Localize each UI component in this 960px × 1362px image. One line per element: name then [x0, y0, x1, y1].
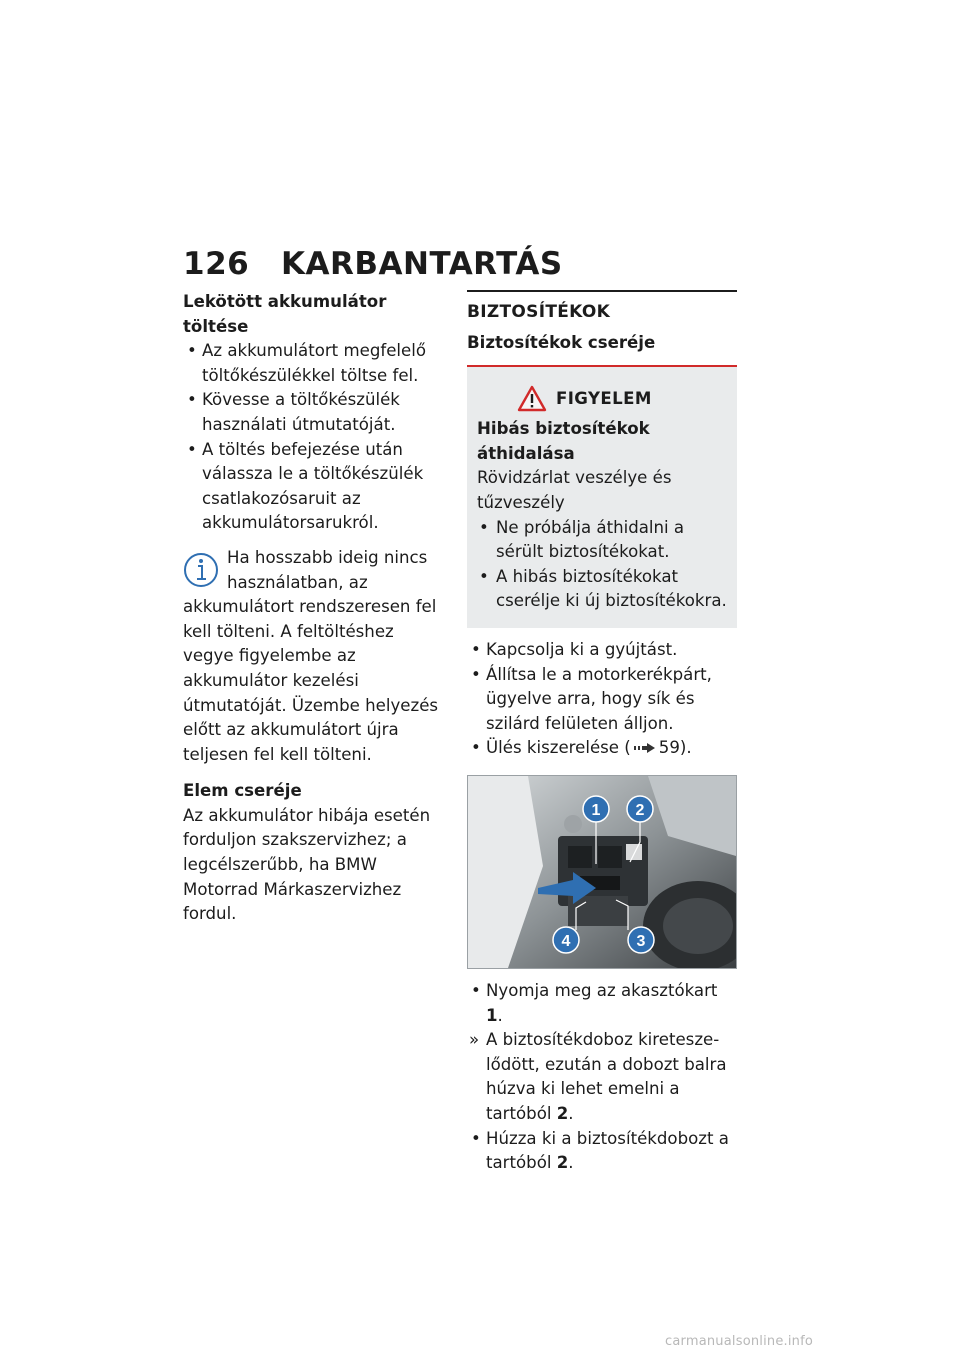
fuse-box-photo: [467, 775, 737, 969]
charge-step-2: • Kövesse a töltőkészülék használati útmutatóját.: [183, 388, 447, 437]
callout-2: 2: [635, 802, 645, 820]
battery-text: Az akkumulátor hibája esetén forduljon szakszervizhez; a legcélszerűbb, ha BMW Motorrad Márkaszervizhez fordul.: [183, 805, 431, 924]
warning-text: Rövidzárlat veszélye és tűzveszély: [477, 468, 672, 512]
page-title: KARBANTARTÁS: [281, 246, 563, 282]
after-result-1: » A biztosítékdoboz kireteszelődött, ezután a dobozt balra húzva ki lehet emelni a tartóból 2.: [467, 1028, 737, 1126]
charge-step-1: • Az akkumulátort megfelelő töltőkészülékkel töltse fel.: [183, 339, 447, 388]
info-note: [183, 546, 447, 767]
section-title: BIZTOSÍTÉKOK: [467, 290, 737, 325]
warning-triangle-icon: [517, 385, 547, 412]
after-step-1: • Nyomja meg az akasztókart 1.: [467, 979, 737, 1028]
subsection-title: Biztosítékok cseréje: [467, 331, 737, 368]
watermark: carmanualsonline.info: [665, 1334, 814, 1349]
battery-heading: Elem cseréje: [183, 781, 302, 801]
warning-bullet-2: • A hibás biztosítékokat cserélje ki új biztosítékokra.: [477, 565, 727, 614]
callout-3: 3: [636, 933, 646, 951]
page-header: [183, 246, 563, 282]
step-ignition: • Kapcsolja ki a gyújtást.: [467, 638, 737, 663]
step-seat: • Ülés kiszerelése ( 59).: [467, 736, 737, 761]
page-ref-arrow-icon: [634, 737, 656, 762]
charge-heading: Lekötött akkumulátor töltése: [183, 292, 387, 336]
seat-step-page: 59: [658, 738, 680, 758]
warning-box: [467, 367, 737, 628]
charge-step-3: • A töltés befejezése után válassza le a töltőkészülék csatlakozósaruit az akkumulátorsarukról.: [183, 438, 447, 536]
right-column: [467, 290, 737, 1176]
info-icon: [183, 546, 221, 594]
warning-bullet-1: • Ne próbálja áthidalni a sérült biztosítékokat.: [477, 516, 727, 565]
seat-step-text: Ülés kiszerelése (: [486, 738, 631, 758]
warning-title: FIGYELEM: [556, 389, 652, 409]
info-text: Ha hosszabb ideig nincs használatban, az akkumulátort rendszeresen fel kell tölteni. A feltöltéshez vegye figyelembe az akkumulátor kezelési útmutatóját. Üzembe helyezés előtt az akkumulátort újra teljesen fel kell tölteni.: [183, 547, 439, 764]
step-park: • Állítsa le a motorkerékpárt, ügyelve arra, hogy sík és szilárd felületen álljon.: [467, 663, 737, 737]
page-number: 126: [183, 246, 250, 282]
warning-heading: Hibás biztosítékok áthidalása: [477, 419, 650, 463]
left-column: [183, 290, 447, 927]
callout-4: 4: [561, 933, 571, 951]
after-step-2: • Húzza ki a biztosítékdobozt a tartóból 2.: [467, 1127, 737, 1176]
callout-1: 1: [591, 802, 601, 820]
